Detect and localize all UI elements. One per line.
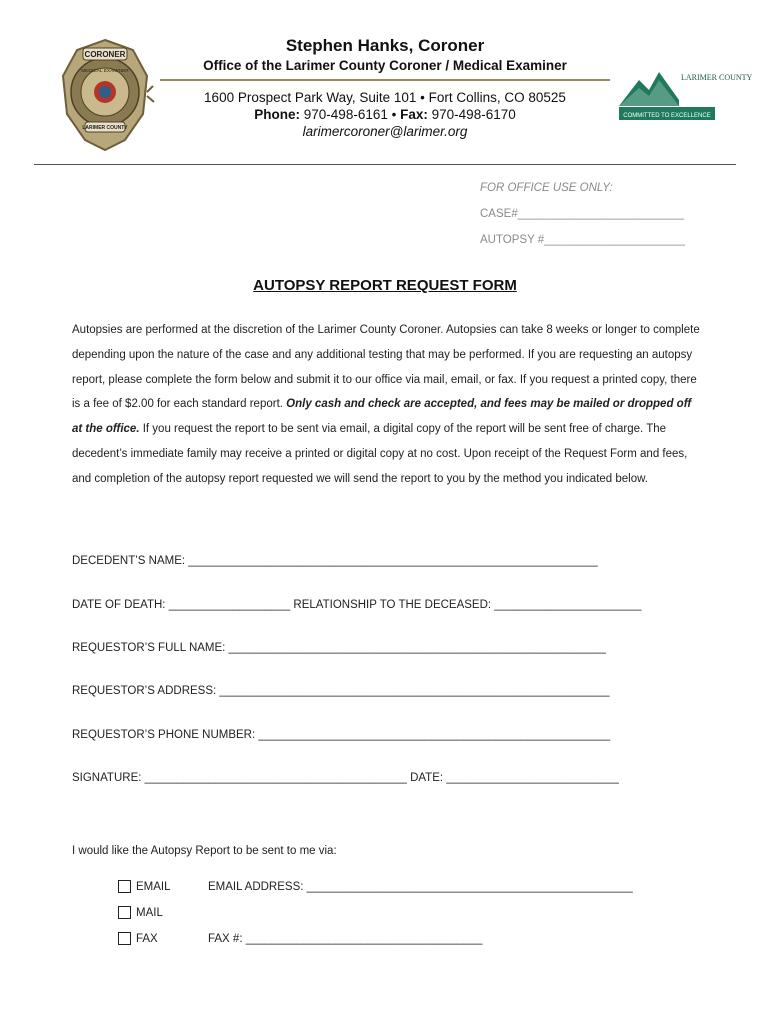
requestor-name-field[interactable]: REQUESTOR’S FULL NAME: ___________________________________________________________ <box>72 642 606 654</box>
coroner-badge-logo <box>55 36 155 154</box>
badge-text-bottom: LARIMER COUNTY <box>82 125 128 131</box>
email-address-field[interactable]: EMAIL ADDRESS: ___________________________________________________ <box>208 881 633 893</box>
email-option-label: EMAIL <box>136 880 171 893</box>
header-divider <box>34 164 736 165</box>
date-of-death-field[interactable]: DATE OF DEATH: ___________________ <box>72 599 291 611</box>
delivery-prompt: I would like the Autopsy Report to be sent to me via: <box>72 845 337 857</box>
badge-text-top: CORONER <box>84 50 126 59</box>
coroner-name: Stephen Hanks, Coroner <box>285 36 485 55</box>
mail-checkbox[interactable] <box>118 906 131 919</box>
county-logo-name: LARIMER COUNTY <box>681 73 753 82</box>
office-address: 1600 Prospect Park Way, Suite 101 • Fort Collins, CO 80525 <box>204 90 566 105</box>
separator: • <box>391 107 397 122</box>
signature-date-row <box>72 772 619 784</box>
intro-paragraph <box>72 318 702 492</box>
date-field[interactable]: DATE: ___________________________ <box>410 772 619 784</box>
fax-checkbox[interactable] <box>118 932 131 945</box>
fax-number-field[interactable]: FAX #: _____________________________________ <box>208 933 483 945</box>
office-case-field: CASE#__________________________ <box>480 208 685 220</box>
form-title: AUTOPSY REPORT REQUEST FORM <box>253 277 517 294</box>
mail-option-label: MAIL <box>136 906 163 919</box>
fax-option[interactable] <box>118 932 158 945</box>
mail-option[interactable] <box>118 906 163 919</box>
county-logo-tagline: COMMITTED TO EXCELLENCE <box>623 113 711 119</box>
relationship-field[interactable]: RELATIONSHIP TO THE DECEASED: _______________________ <box>293 599 642 611</box>
badge-text-ring: MEDICAL EXAMINER <box>81 69 129 74</box>
header-rule <box>160 79 610 81</box>
requestor-phone-field[interactable]: REQUESTOR’S PHONE NUMBER: _______________________________________________________ <box>72 729 611 741</box>
intro-text-2: If you request the report to be sent via email, a digital copy of the report will be sent free of charge. The decedent’s immediate family may receive a printed or digital copy at no cost. Upon receipt of the Request Form and fees, and completion of the autopsy report requested we will send the report to you by the method you indicated below. <box>72 423 688 485</box>
fax-label: Fax: <box>400 107 428 122</box>
death-relationship-row <box>72 599 641 611</box>
intro-text-1: Autopsies are performed at the discretion of the Larimer County Coroner. Autopsies can take 8 weeks or longer to complete depending upon the nature of the case and any additional testing that may be performed. If you are requesting an autopsy report, please complete the form below and submit it to our office via mail, email, or fax. If you request a printed copy, there is a fee of $2.00 for each standard report. <box>72 324 700 411</box>
office-autopsy-field: AUTOPSY #______________________ <box>480 234 685 246</box>
requestor-address-field[interactable]: REQUESTOR’S ADDRESS: _____________________________________________________________ <box>72 685 610 697</box>
email-checkbox[interactable] <box>118 880 131 893</box>
decedent-name-field[interactable]: DECEDENT’S NAME: ________________________________________________________________ <box>72 555 598 567</box>
phone-number: 970-498-6161 <box>303 107 388 122</box>
larimer-county-logo <box>617 66 753 122</box>
fax-option-label: FAX <box>136 932 158 945</box>
office-name: Office of the Larimer County Coroner / Medical Examiner <box>203 58 567 73</box>
office-email: larimercoroner@larimer.org <box>302 124 468 139</box>
phone-label: Phone: <box>254 107 301 122</box>
signature-field[interactable]: SIGNATURE: _________________________________________ <box>72 772 407 784</box>
office-use-heading: FOR OFFICE USE ONLY: <box>480 182 613 194</box>
fax-number: 970-498-6170 <box>431 107 516 122</box>
email-option[interactable] <box>118 880 171 893</box>
contact-phone-fax <box>160 107 610 122</box>
intro-bold-note: Only cash and check are accepted, and fees may be mailed or dropped off at the office. <box>72 398 692 436</box>
